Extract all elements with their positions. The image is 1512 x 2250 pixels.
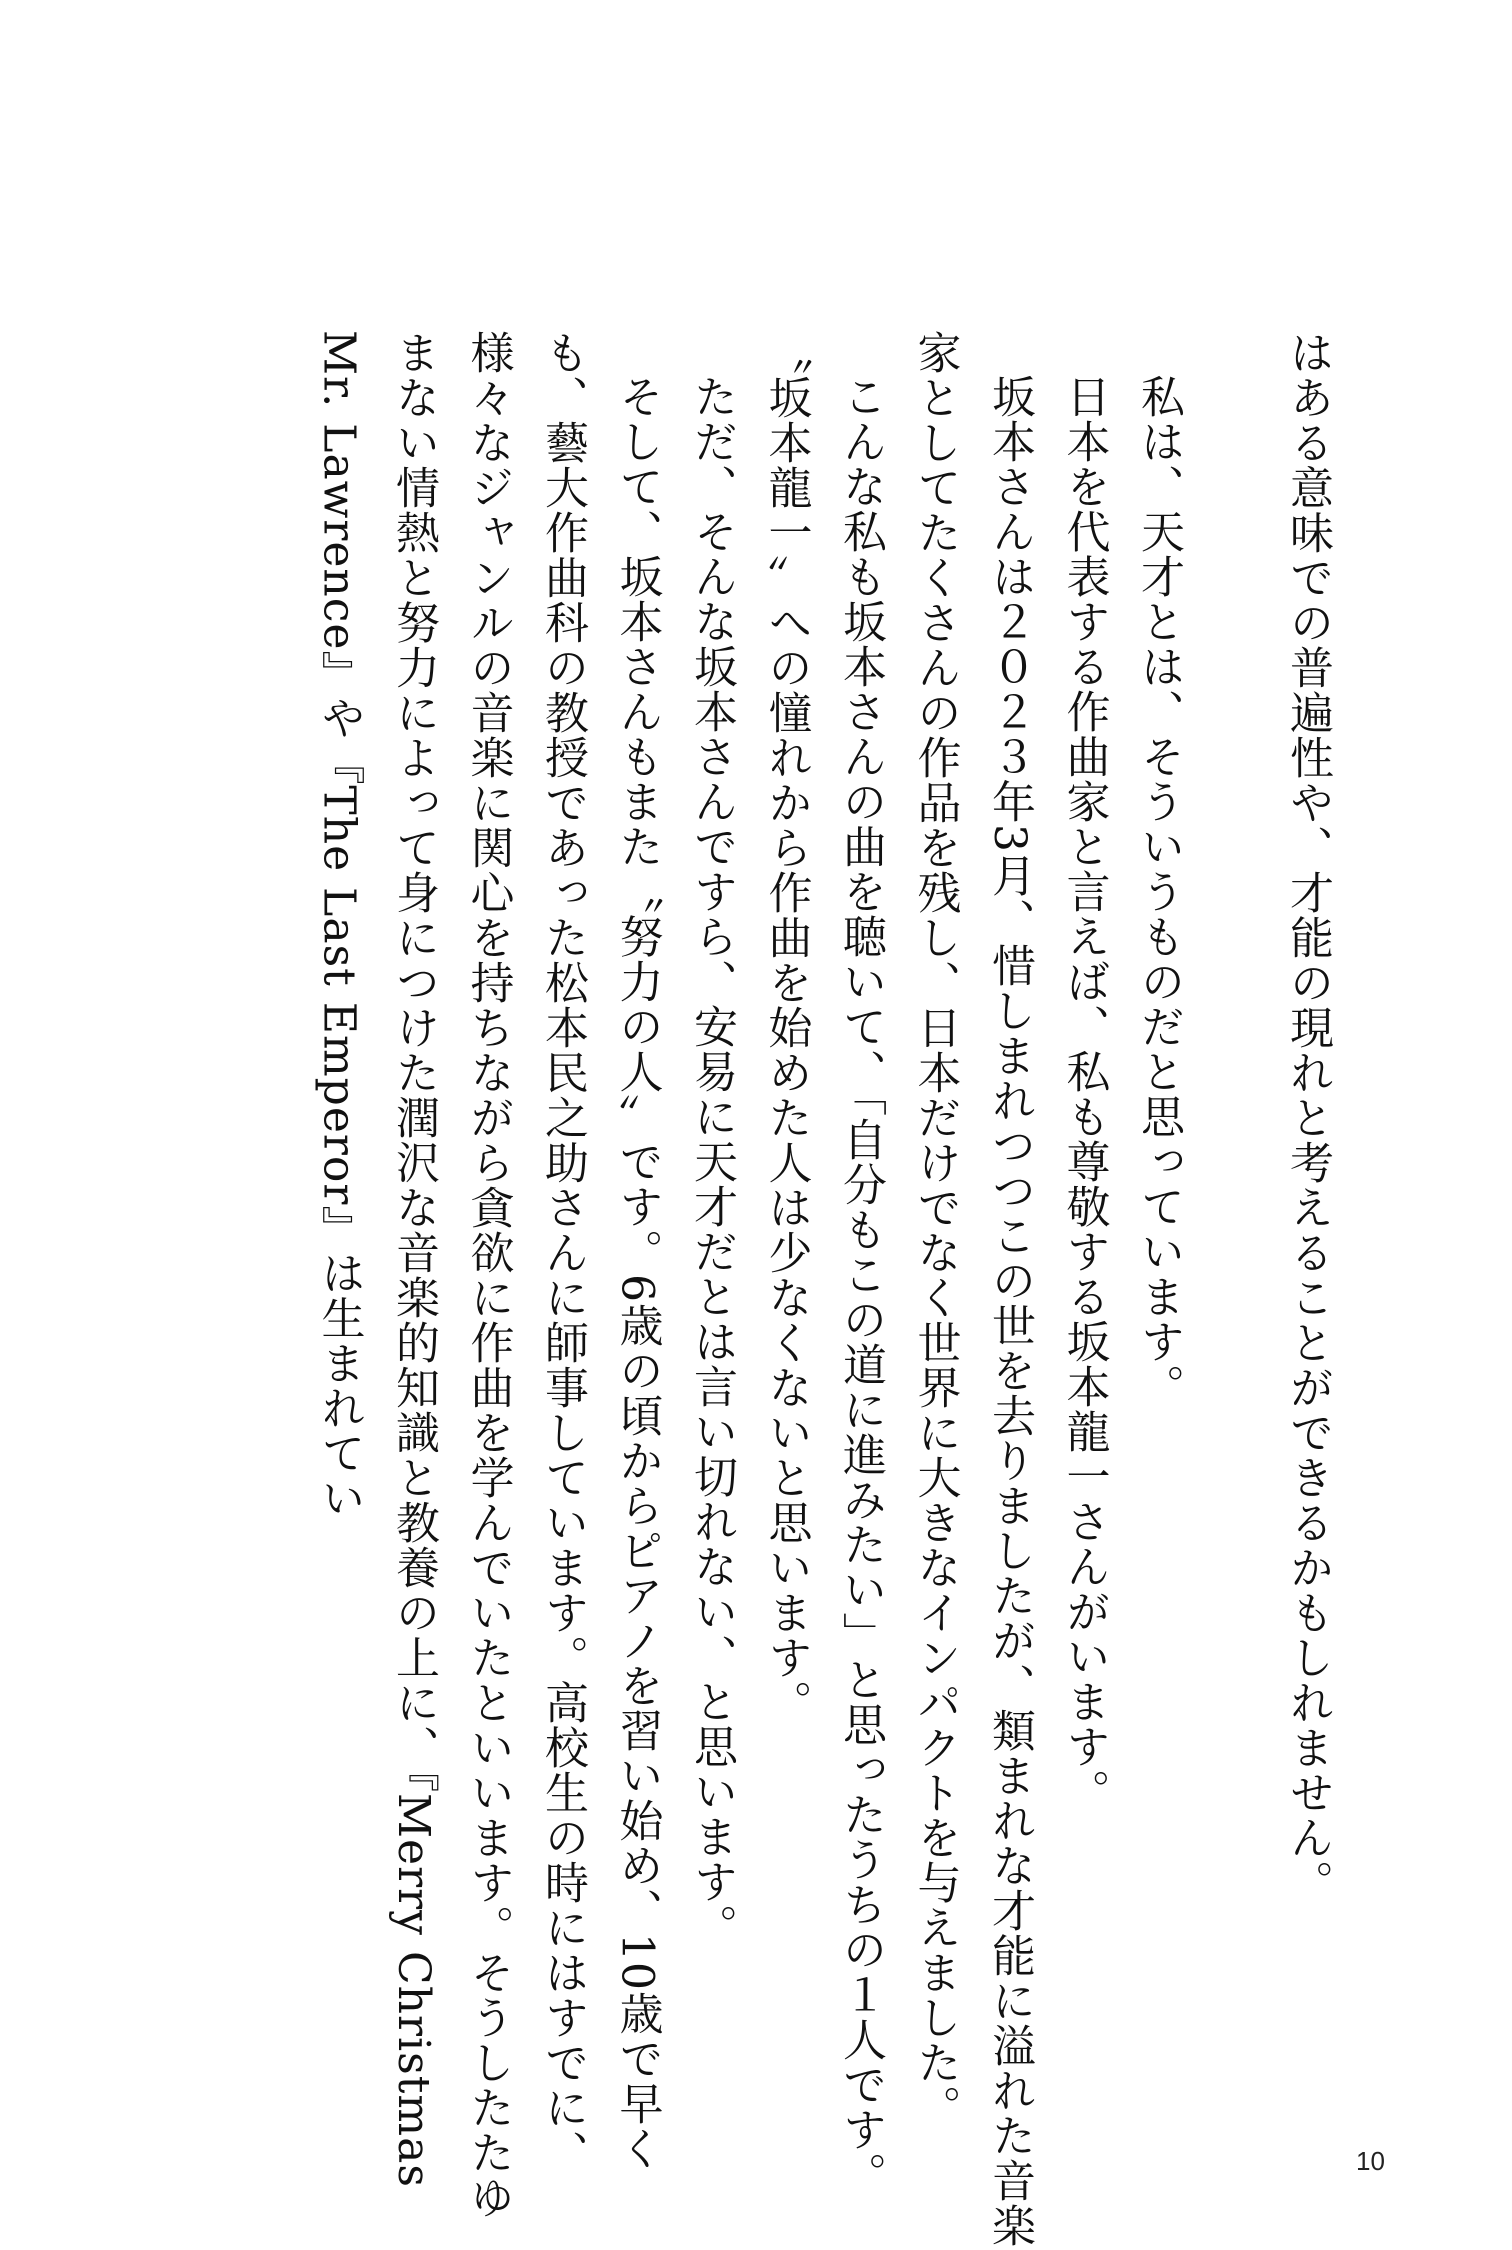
paragraph-4: 坂本さんは２０２３年3月、惜しまれつつこの世を去りましたが、類まれな才能に溢れた音楽家としてたくさんの作品を残し、日本だけでなく世界に大きなインパクトを与えました。 (909, 330, 1035, 2248)
paragraph-2: 私は、天才とは、そういうものだと思っています。 (1133, 374, 1184, 1409)
paragraph-3: 日本を代表する作曲家と言えば、私も尊敬する坂本龍一さんがいます。 (1058, 374, 1110, 1814)
vertical-body-text (214, 330, 1344, 2250)
paragraph-1: はある意味での普遍性や、才能の現れと考えることができるかもしれません。 (1282, 330, 1333, 1905)
paragraph-7: そして、坂本さんもまた〝努力の人〟です。6歳の頃からピアノを習い始め、10歳で早くも、藝大作曲科の教授であった松本民之助さんに師事しています。高校生の時にはすでに、様々なジャンルの音楽に関心を持ちながら貪欲に作曲を学んでいたといいます。そうしたたゆまない情熱と努力によって身につけた潤沢な音楽的知識と教養の上に、『Merry Christmas Mr. Lawrence』や『The Last Emperor』は生まれてい (313, 330, 663, 2220)
page-number: 10 (1356, 2146, 1385, 2176)
paragraph-5: こんな私も坂本さんの曲を聴いて、「自分もこの道に進みたい」と思ったうちの１人です。〝坂本龍一〟への憧れから作曲を始めた人は少なくないと思います。 (760, 330, 886, 2197)
paragraph-6: ただ、そんな坂本さんですら、安易に天才だとは言い切れない、と思います。 (686, 374, 737, 1949)
